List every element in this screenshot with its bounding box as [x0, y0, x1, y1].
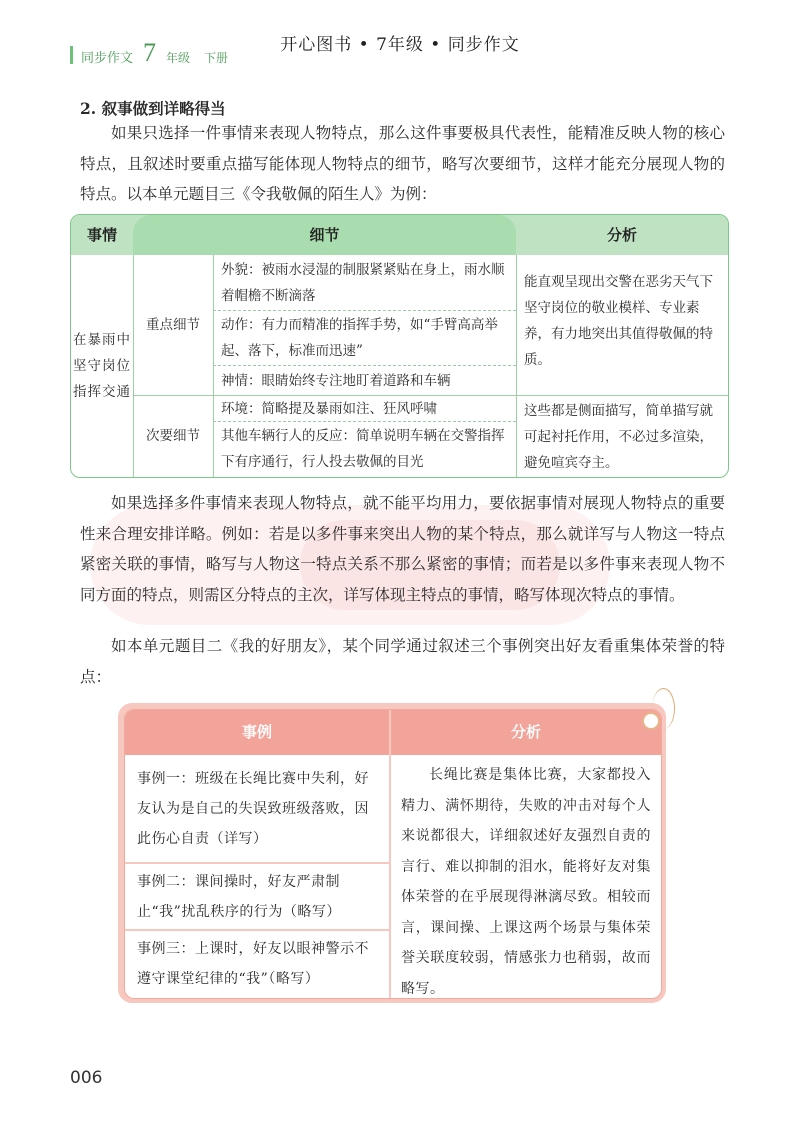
- example-analysis-card: [118, 703, 666, 1003]
- divider: [213, 365, 516, 366]
- divider: [125, 862, 389, 864]
- paragraph-1: 如果只选择一件事情来表现人物特点，那么这件事要极具代表性，能精准反映人物的核心特点，且叙述时要重点描写能体现人物特点的细节，略写次要细节，这样才能充分展现人物的特点。以本单元题目三《令我敬佩的陌生人》为例：: [80, 124, 725, 203]
- key-detail-action: 动作：有力而精准的指挥手势，如“手臂高高举起、落下，标准而迅速”: [221, 317, 498, 359]
- divider: [516, 255, 517, 477]
- book-title: 开心图书 • 7年级 • 同步作文: [280, 35, 520, 55]
- page-number: 006: [70, 1068, 103, 1088]
- header-grade-number: 7: [143, 38, 157, 67]
- divider: [213, 255, 214, 477]
- header-details: 细节: [133, 215, 516, 255]
- divider: [213, 310, 516, 311]
- detail-analysis-table: [70, 214, 729, 478]
- key-analysis: 能直观呈现出交警在恶劣天气下坚守岗位的敬业模样、专业素养，有力地突出其值得敬佩的特质。: [524, 274, 713, 368]
- divider: [125, 929, 389, 931]
- key-detail-expression: 神情：眼睛始终专注地盯着道路和车辆: [221, 373, 451, 389]
- card-header-row: [125, 710, 661, 755]
- header-grade-word: 年级: [166, 51, 191, 65]
- header-analysis: 分析: [510, 723, 541, 741]
- example-1: 事例一：班级在长绳比赛中失利，好友认为是自己的失误致班级落败，因此伤心自责（详写）: [137, 771, 369, 847]
- header-examples: 事例: [241, 723, 272, 741]
- paragraph-3: 如本单元题目二《我的好朋友》，某个同学通过叙述三个事例突出好友看重集体荣誉的特点：: [80, 637, 725, 686]
- section-title: 2. 叙事做到详略得当: [80, 99, 226, 118]
- header-analysis: 分析: [606, 226, 637, 244]
- example-3: 事例三：上课时，好友以眼神警示不遵守课堂纪律的“我”（略写）: [137, 941, 369, 987]
- example-2: 事例二：课间操时，好友严肃制止“我”扰乱秩序的行为（略写）: [137, 874, 341, 920]
- minor-detail-reaction: 其他车辆行人的反应：简单说明车辆在交警指挥下有序通行，行人投去敬佩的目光: [221, 428, 505, 470]
- minor-details-label: 次要细节: [146, 428, 200, 444]
- tag-hole-icon: [642, 712, 660, 730]
- paragraph-2: 如果选择多件事情来表现人物特点，就不能平均用力，要依据事情对展现人物特点的重要性来合理安排详略。例如：若是以多件事来突出人物的某个特点，那么就详写与人物这一特点紧密关联的事情，略写与人物这一特点关系不那么紧密的事情；而若是以多件事来表现人物不同方面的特点，则需区分特点的主次，详写体现主特点的事情，略写体现次特点的事情。: [80, 494, 725, 604]
- header-term: 下册: [204, 51, 229, 65]
- divider: [389, 710, 391, 998]
- key-detail-appearance: 外貌：被雨水浸湿的制服紧紧贴在身上，雨水顺着帽檐不断滴落: [221, 262, 505, 304]
- key-details-label: 重点细节: [146, 317, 200, 333]
- minor-analysis: 这些都是侧面描写，简单描写就可起衬托作用，不必过多渲染，避免喧宾夺主。: [524, 403, 713, 471]
- examples-analysis: 长绳比赛是集体比赛，大家都投入精力、满怀期待，失败的冲击对每个人来说都很大，详细叙述好友强烈自责的言行、难以抑制的泪水，能将好友对集体荣誉的在乎展现得淋漓尽致。相较而言，课间操、上课这两个场景与集体荣誉关联度较弱，情感张力也稍弱，故而略写。: [401, 767, 651, 997]
- table-header-row: [71, 215, 728, 255]
- header-series: 同步作文: [81, 51, 134, 66]
- event-cell: 在暴雨中坚守岗位指挥交通: [73, 332, 131, 400]
- minor-detail-environment: 环境：简略提及暴雨如注、狂风呼啸: [221, 401, 437, 417]
- header-event: 事情: [86, 226, 117, 244]
